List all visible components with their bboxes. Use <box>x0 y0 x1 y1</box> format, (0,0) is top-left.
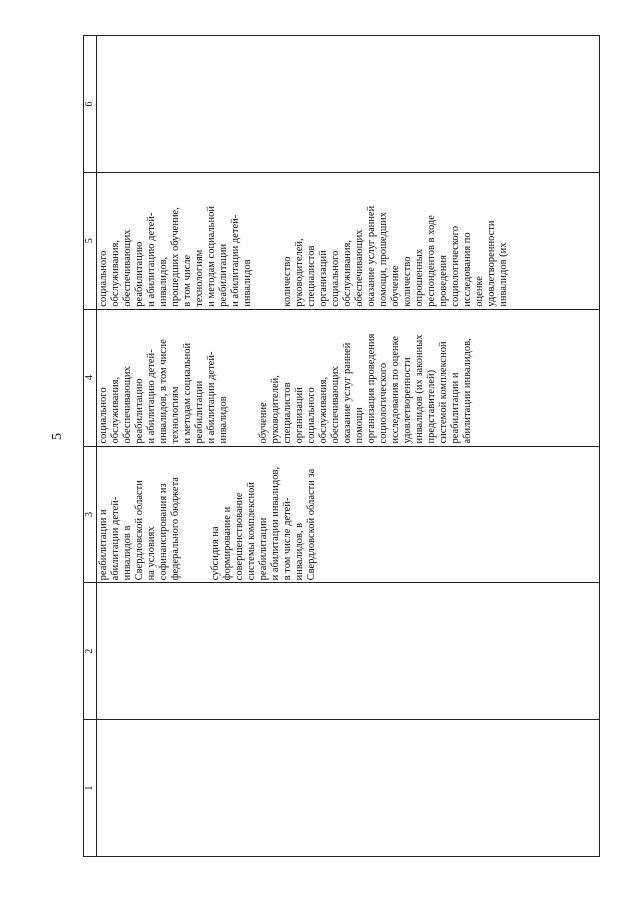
rotated-sheet <box>83 35 600 857</box>
row2-col5-text: количество руководителей, специалистов организаций социального обслуживания, обеспечивающих оказание услуг ранней помощи, прошедших обучение <box>282 205 401 307</box>
row3-col5-text: количество опрошенных респондентов в ходе проведения социологического исследования по оценке удовлетворенности инвалидов (их <box>402 215 509 307</box>
row1-col4-text: социального обслуживания, обеспечивающих реабилитацию и абилитацию детей- инвалидов, в том числе технологиям и методам социальной реабилитации и абилитации детей- инвалидов <box>98 339 229 444</box>
cell-col-1 <box>97 720 600 857</box>
row2-col4-text: обучение руководителей, специалистов организаций социального обслуживания, обеспечивающих оказание услуг ранней помощи <box>258 342 365 444</box>
header-col-2: 2 <box>84 583 97 720</box>
header-col-6: 6 <box>84 36 97 173</box>
page-number: 5 <box>50 433 65 440</box>
row1-col5-text: социального обслуживания, обеспечивающих реабилитацию и абилитацию детей- инвалидов, прошедших обучение, в том числе технологиям и методам социальной реабилитации и абилитации детей- инвалидов <box>98 206 253 307</box>
row1-col3-text: реабилитации и абилитации детей- инвалидов в Свердловской области на условиях софинансирования из федерального бюджета <box>98 477 181 581</box>
cell-col-6 <box>97 36 600 173</box>
row3-col4-text: организация проведения социологического исследования по оценке удовлетворенности инвалидов (их законных представителей) системой комплексной реабилитации и абилитации инвалидов, <box>366 333 473 444</box>
header-col-3: 3 <box>84 446 97 583</box>
cell-col-2 <box>97 583 600 720</box>
row3-col3-text: субсидия на формирование и совершенствование системы комплексной реабилитации и абилитации инвалидов, в том числе детей- инвалидов, в Свердловской области за <box>210 466 317 581</box>
header-col-1: 1 <box>84 720 97 857</box>
cell-col-4 <box>97 309 600 446</box>
table-row <box>97 36 600 857</box>
cell-col-5 <box>97 172 600 309</box>
header-col-4: 4 <box>84 309 97 446</box>
data-table <box>83 35 600 857</box>
header-col-5: 5 <box>84 172 97 309</box>
header-row <box>84 36 97 857</box>
cell-col-3 <box>97 446 600 583</box>
